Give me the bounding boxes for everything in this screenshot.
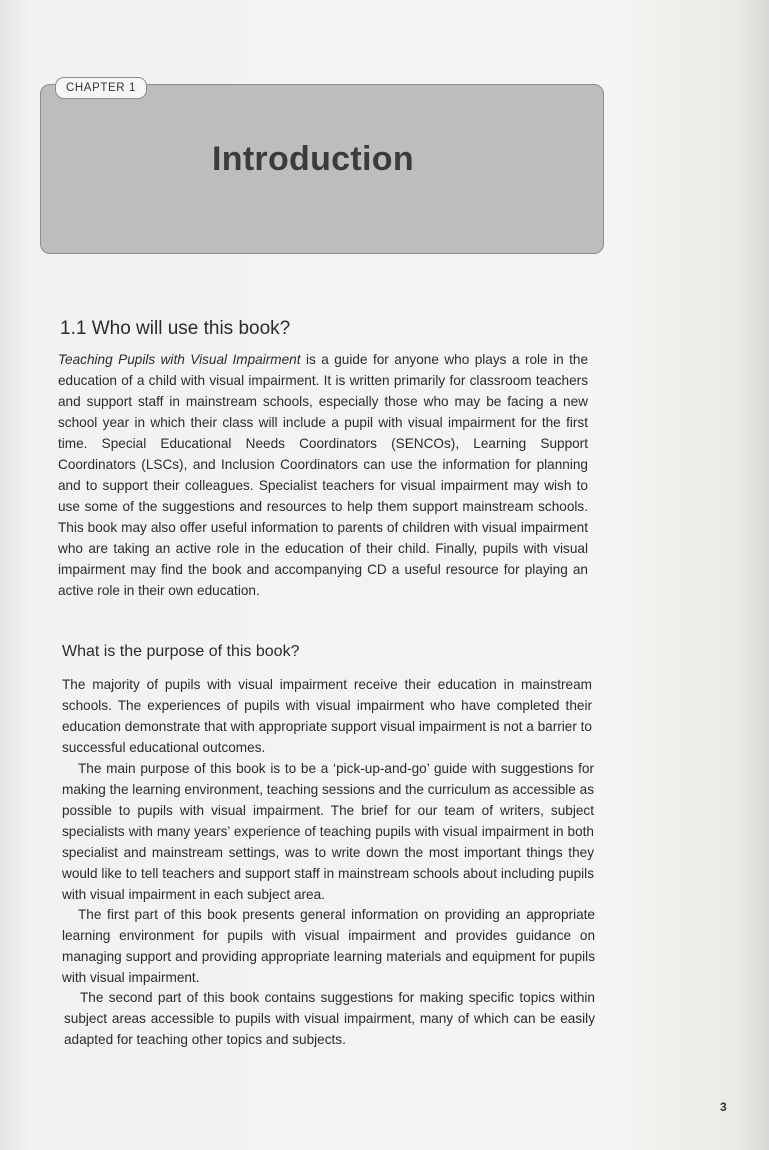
chapter-title: Introduction: [212, 140, 414, 178]
paragraph-body-text: is a guide for anyone who plays a role in the education of a child with visual impairment. It is written primarily for classroom teachers and support staff in mainstream schools, especially those who may be facing a new school year in which their class will include a pupil with visual impairment for the first time. Special Educational Needs Coordinators (SENCOs), Learning Support Coordinators (LSCs), and Inclusion Coordinators can use the information for planning and to support their colleagues. Specialist teachers for visual impairment may wish to use some of the suggestions and resources to help them support mainstream schools. This book may also offer useful information to parents of children with visual impairment who are taking an active role in the education of their child. Finally, pupils with visual impairment may find the book and accompanying CD a useful resource for playing an active role in their own education.: [58, 352, 588, 598]
book-title-italic: Teaching Pupils with Visual Impairment: [58, 352, 301, 367]
chapter-label: CHAPTER 1: [55, 77, 147, 99]
purpose-paragraph-2: The main purpose of this book is to be a ‘pick-up-and-go’ guide with suggestions for making the learning environment, teaching sessions and the curriculum as accessible as possible to pupils with visual impairment. The brief for our team of writers, subject specialists with many years’ experience of teaching pupils with visual impairment in both specialist and mainstream settings, was to write down the most important things they would like to tell teachers and support staff in mainstream schools about including pupils with visual impairment in each subject area.: [62, 761, 594, 902]
paragraph-who-will-use: [58, 349, 588, 601]
page-number: 3: [720, 1100, 727, 1114]
purpose-heading: What is the purpose of this book?: [62, 643, 300, 660]
purpose-paragraph-3: The first part of this book presents general information on providing an appropriate learning environment for pupils with visual impairment and provides guidance on managing support and providing appropriate learning materials and equipment for pupils with visual impairment.: [62, 907, 595, 985]
section-heading: 1.1 Who will use this book?: [60, 318, 291, 339]
purpose-paragraph-1: The majority of pupils with visual impairment receive their education in mainstream schools. The experiences of pupils with visual impairment who have completed their education demonstrate that with appropriate support visual impairment is not a barrier to successful educational outcomes.: [62, 677, 592, 755]
purpose-paragraph-4: The second part of this book contains suggestions for making specific topics within subject areas accessible to pupils with visual impairment, many of which can be easily adapted for teaching other topics and subjects.: [64, 990, 595, 1047]
